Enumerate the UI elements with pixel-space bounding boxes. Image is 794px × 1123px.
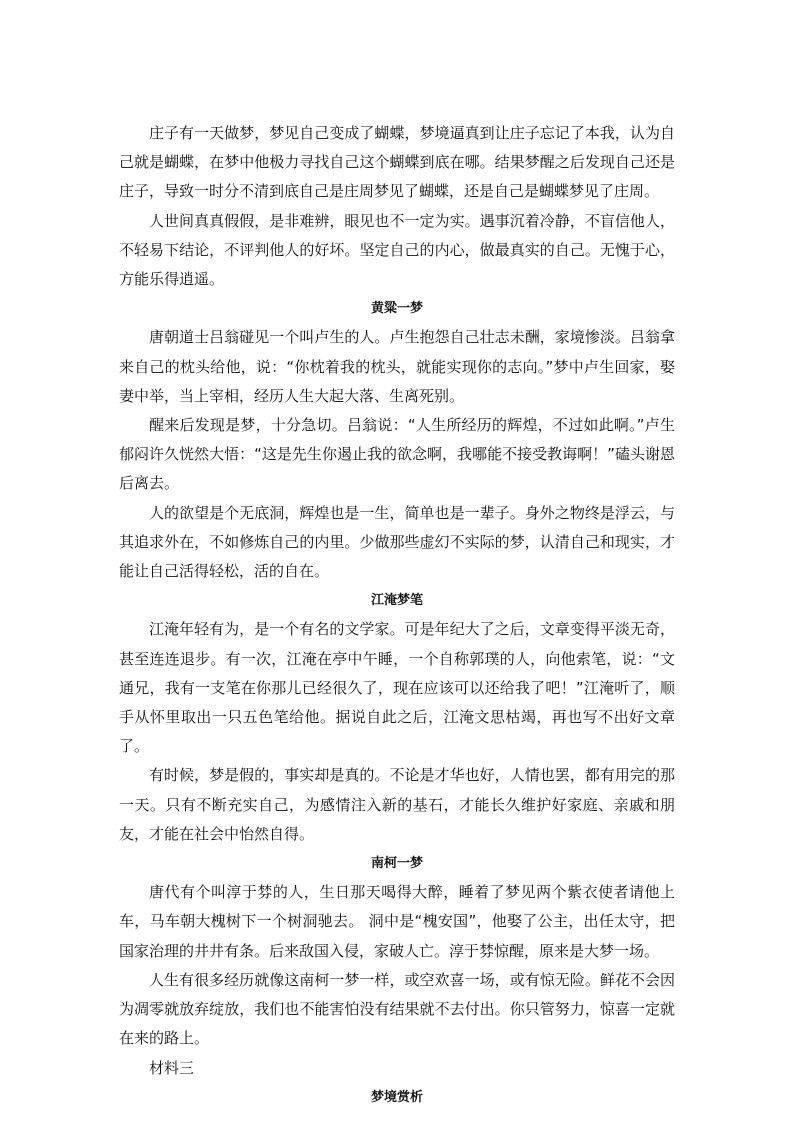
huangliang-awakening-paragraph: 醒来后发现是梦，十分急切。吕翁说：“人生所经历的辉煌，不过如此啊。”卢生郁闷许久恍然大悟：“这是先生你遏止我的欲念啊，我哪能不接受教诲啊！”磕头谢恩后离去。 xyxy=(119,416,675,493)
zhuangzi-story-paragraph: 庄子有一天做梦，梦见自己变成了蝴蝶，梦境逼真到让庄子忘记了本我，认为自己就是蝴蝶，在梦中他极力寻找自己这个蝴蝶到底在哪。结果梦醒之后发现自己还是庄子，导致一时分不清到底自己是庄周梦见了蝴蝶，还是自己是蝴蝶梦见了庄周。 xyxy=(119,124,675,201)
section-title-nanke: 南柯一梦 xyxy=(370,856,423,872)
huangliang-reflection-paragraph: 人的欲望是个无底洞，辉煌也是一生，简单也是一辈子。身外之物终是浮云，与其追求外在，不如修炼自己的内里。少做那些虚幻不实际的梦，认清自己和现实，才能让自己活得轻松，活的自在。 xyxy=(119,503,675,581)
document-page xyxy=(119,119,675,1112)
nanke-reflection-paragraph: 人生有很多经历就像这南柯一梦一样，或空欢喜一场，或有惊无险。鲜花不会因为凋零就放弃绽放，我们也不能害怕没有结果就不去付出。你只管努力，惊喜一定就在来的路上。 xyxy=(119,970,675,1048)
material-three-label: 材料三 xyxy=(149,1058,195,1077)
zhuangzi-reflection-paragraph: 人世间真真假假，是非难辨，眼见也不一定为实。遇事沉着冷静，不盲信他人，不轻易下结论，不评判他人的好坏。坚定自己的内心，做最真实的自己。无愧于心，方能乐得逍遥。 xyxy=(119,211,675,289)
nanke-story-paragraph: 唐代有个叫淳于棼的人，生日那天喝得大醉，睡着了梦见两个紫衣使者请他上车，马车朝大槐树下一个树洞驰去。 洞中是“槐安国”，他娶了公主，出任太守，把国家治理的井井有条。后来敌国入侵，家破人亡。淳于棼惊醒，原来是大梦一场。 xyxy=(119,883,675,960)
section-title-jiangyan: 江淹梦笔 xyxy=(370,593,423,609)
section-title-huangliang: 黄粱一梦 xyxy=(370,301,423,317)
huangliang-story-paragraph: 唐朝道士吕翁碰见一个叫卢生的人。卢生抱怨自己壮志未酬，家境惨淡。吕翁拿来自己的枕头给他，说：“你枕着我的枕头，就能实现你的志向。”梦中卢生回家，娶妻中举，当上宰相，经历人生大起大落、生离死别。 xyxy=(119,328,675,405)
jiangyan-story-paragraph: 江淹年轻有为，是一个有名的文学家。可是年纪大了之后，文章变得平淡无奇，甚至连连退步。有一次，江淹在亭中午睡，一个自称郭璞的人，向他索笔，说：“文通兄，我有一支笔在你那儿已经很久了，现在应该可以还给我了吧！”江淹听了，顺手从怀里取出一只五色笔给他。据说自此之后，江淹文思枯竭，再也写不出好文章了。 xyxy=(119,620,675,756)
section-title-dream-analysis: 梦境赏析 xyxy=(370,1089,423,1105)
jiangyan-reflection-paragraph: 有时候，梦是假的，事实却是真的。不论是才华也好，人情也罢，都有用完的那一天。只有不断充实自己，为感情注入新的基石，才能长久维护好家庭、亲戚和朋友，才能在社会中怡然自得。 xyxy=(119,766,675,843)
